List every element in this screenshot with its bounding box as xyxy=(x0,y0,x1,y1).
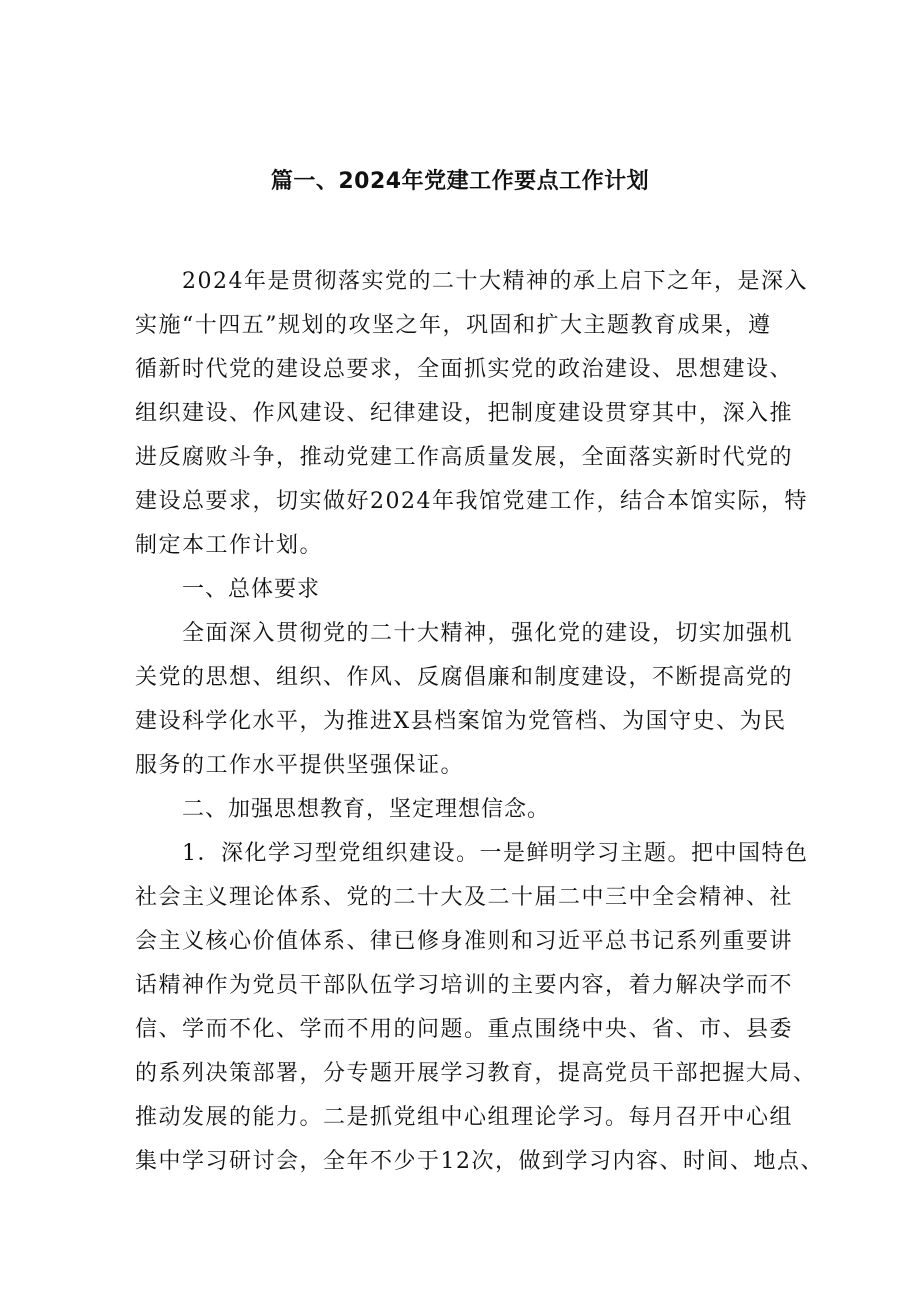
paragraph-line: 实施“十四五”规划的攻坚之年，巩固和扩大主题教育成果，遵 xyxy=(135,313,772,338)
paragraph-line: 循新时代党的建设总要求，全面抓实党的政治建设、思想建设、 xyxy=(135,357,794,382)
paragraph-line: 组织建设、作风建设、纪律建设，把制度建设贯穿其中，深入推 xyxy=(135,401,794,426)
paragraph-line: 会主义核心价值体系、律已修身准则和习近平总书记系列重要讲 xyxy=(135,929,794,954)
section-heading: 二、加强思想教育，坚定理想信念。 xyxy=(182,797,551,822)
document-title: 篇一、2024年党建工作要点工作计划 xyxy=(270,169,650,194)
paragraph-line: 信、学而不化、学而不用的问题。重点围绕中央、省、市、县委 xyxy=(135,1017,794,1042)
paragraph-line: 服务的工作水平提供坚强保证。 xyxy=(135,753,465,778)
paragraph-line: 社会主义理论体系、党的二十大及二十届二中三中全会精神、社 xyxy=(135,885,794,910)
paragraph-line: 制定本工作计划。 xyxy=(135,533,324,558)
paragraph-line: 进反腐败斗争，推动党建工作高质量发展，全面落实新时代党的 xyxy=(135,445,794,470)
paragraph-line: 全面深入贯彻党的二十大精神，强化党的建设，切实加强机 xyxy=(182,621,794,646)
paragraph-line: 话精神作为党员干部队伍学习培训的主要内容，着力解决学而不 xyxy=(135,973,794,998)
paragraph-line: 建设科学化水平，为推进X县档案馆为党管档、为国守史、为民 xyxy=(135,709,787,734)
paragraph-line: 集中学习研讨会，全年不少于12次，做到学习内容、时间、地点、 xyxy=(135,1149,824,1174)
paragraph-line: 的系列决策部署，分专题开展学习教育，提高党员干部把握大局、 xyxy=(135,1061,817,1086)
paragraph-line: 关党的思想、组织、作风、反腐倡廉和制度建设，不断提高党的 xyxy=(135,665,794,690)
paragraph-line: 建设总要求，切实做好2024年我馆党建工作，结合本馆实际，特 xyxy=(135,489,808,514)
paragraph-line: 1．深化学习型党组织建设。一是鲜明学习主题。把中国特色 xyxy=(182,841,809,866)
paragraph-line: 推动发展的能力。二是抓党组中心组理论学习。每月召开中心组 xyxy=(135,1105,794,1130)
paragraph-line: 2024年是贯彻落实党的二十大精神的承上启下之年，是深入 xyxy=(182,269,808,294)
section-heading: 一、总体要求 xyxy=(182,577,321,602)
